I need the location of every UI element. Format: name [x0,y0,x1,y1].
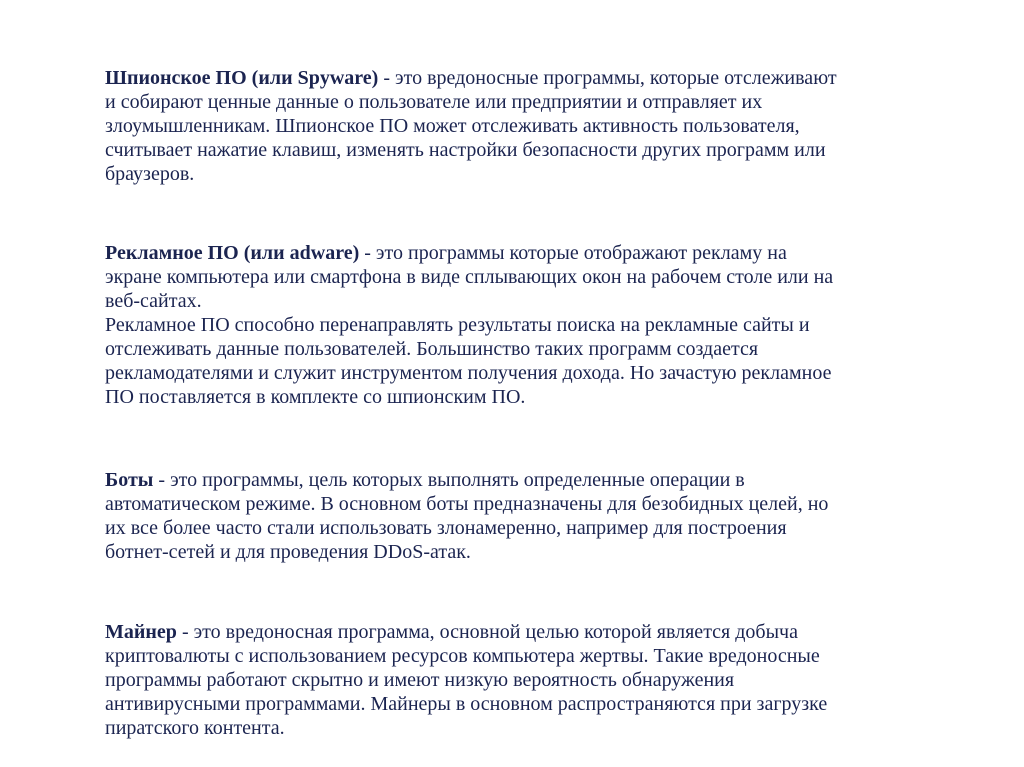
paragraph-line: их все более часто стали использовать злонамеренно, например для построения [105,517,787,539]
paragraph-line: и собирают ценные данные о пользователе или предприятии и отправляет их [105,91,763,113]
bots-term: Боты [105,469,154,491]
adware-paragraph [105,241,955,409]
paragraph-line: веб-сайтах. [105,290,202,312]
paragraph-line: злоумышленникам. Шпионское ПО может отслеживать активность пользователя, [105,115,800,137]
paragraph-line [105,241,955,265]
paragraph-line: ботнет-сетей и для проведения DDoS-атак. [105,541,471,563]
paragraph-line: экране компьютера или смартфона в виде сплывающих окон на рабочем столе или на [105,266,834,288]
paragraph-text: - это программы, цель которых выполнять определенные операции в [153,469,745,491]
paragraph-text: - это вредоносные программы, которые отслеживают [378,67,837,89]
bots-paragraph [105,468,955,564]
miner-term: Майнер [105,621,177,643]
adware-term: Рекламное ПО (или adware) [105,242,360,264]
paragraph-line: пиратского контента. [105,717,285,739]
paragraph-line: антивирусными программами. Майнеры в основном распространяются при загрузке [105,693,828,715]
paragraph-line: программы работают скрытно и имеют низкую вероятность обнаружения [105,669,735,691]
paragraph-line: браузеров. [105,163,195,185]
spyware-term: Шпионское ПО (или Spyware) [105,67,379,89]
paragraph-line [105,66,955,90]
paragraph-line: автоматическом режиме. В основном боты предназначены для безобидных целей, но [105,493,829,515]
paragraph-text: - это программы которые отображают рекламу на [359,242,787,264]
spyware-paragraph [105,66,955,186]
paragraph-line [105,468,955,492]
paragraph-line: считывает нажатие клавиш, изменять настройки безопасности других программ или [105,139,826,161]
paragraph-line: отслеживать данные пользователей. Большинство таких программ создается [105,338,759,360]
paragraph-line: ПО поставляется в комплекте со шпионским ПО. [105,386,526,408]
miner-paragraph [105,620,955,740]
paragraph-line: криптовалюты с использованием ресурсов компьютера жертвы. Такие вредоносные [105,645,820,667]
paragraph-line [105,620,955,644]
paragraph-text: - это вредоносная программа, основной целью которой является добыча [176,621,798,643]
paragraph-line: Рекламное ПО способно перенаправлять результаты поиска на рекламные сайты и [105,314,810,336]
paragraph-line: рекламодателями и служит инструментом получения дохода. Но зачастую рекламное [105,362,832,384]
